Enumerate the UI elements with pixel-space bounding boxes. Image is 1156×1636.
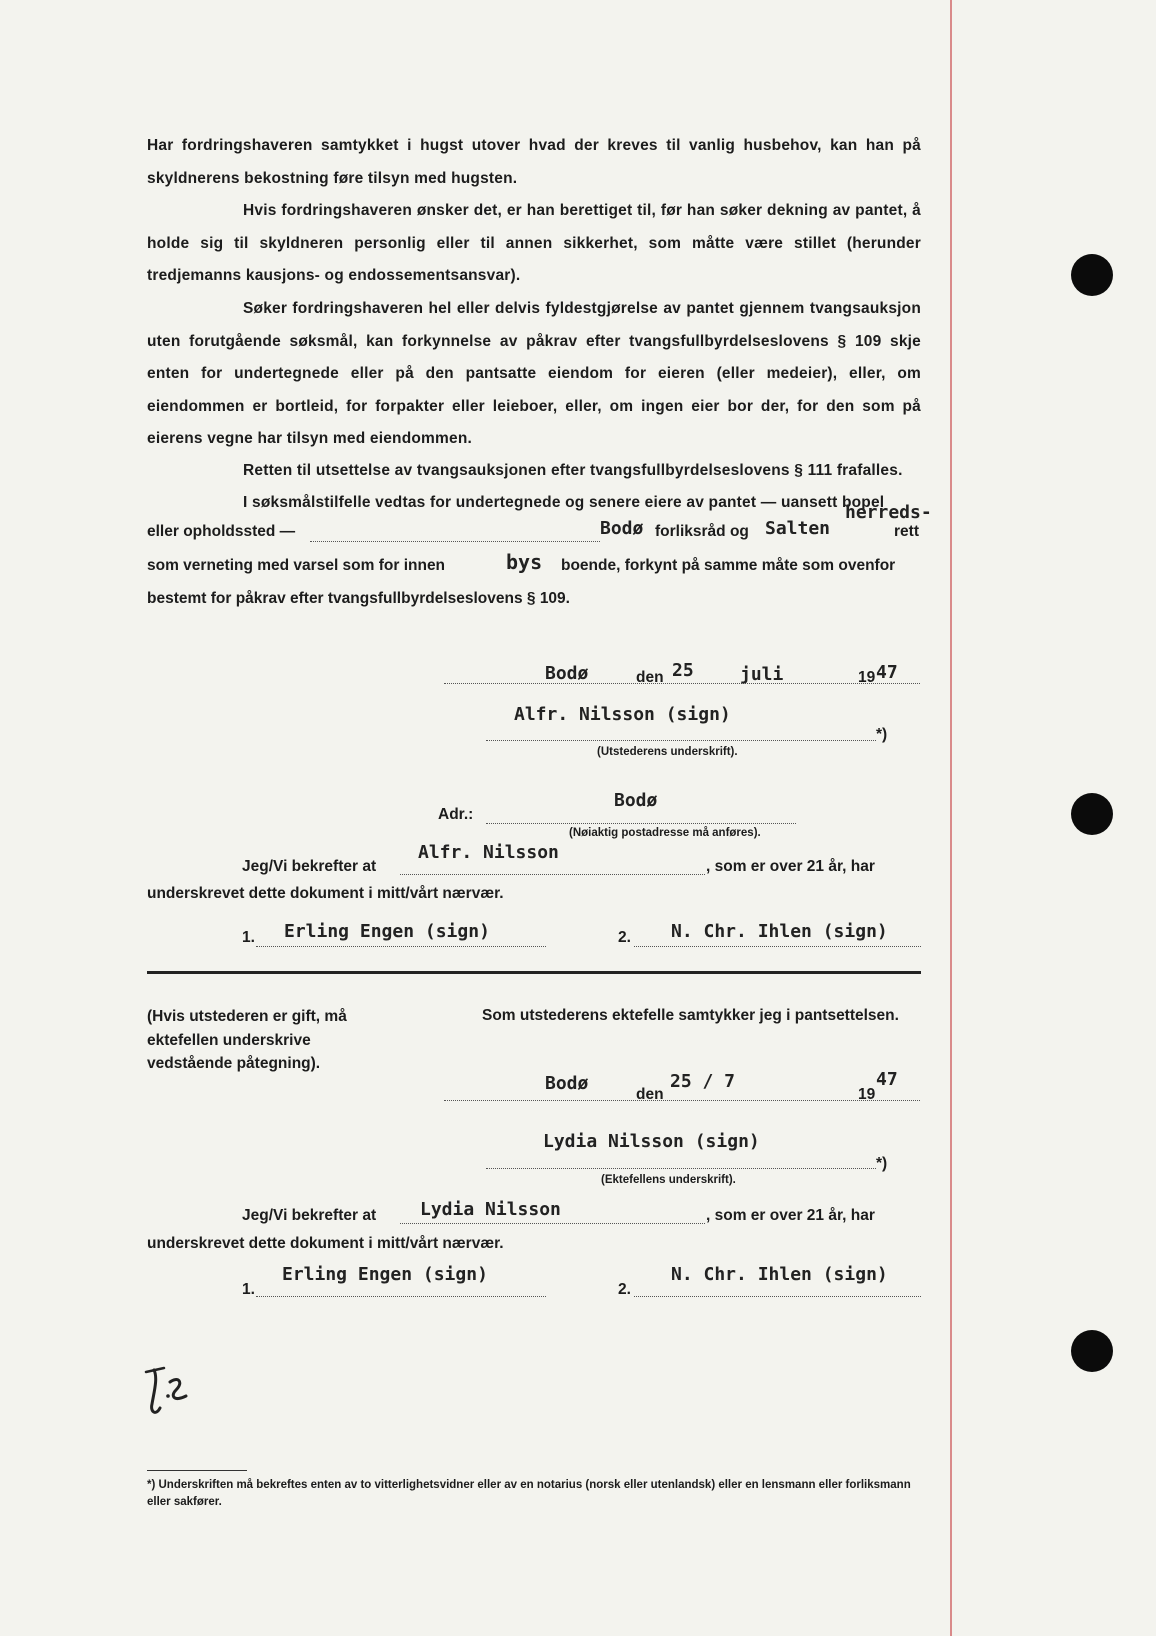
punch-hole — [1071, 793, 1113, 835]
issuer-confirm-line2: underskrevet dette dokument i mitt/vårt nærvær. — [147, 885, 504, 902]
spouse-den-label: den — [636, 1086, 664, 1103]
issuer-signature-line — [486, 740, 876, 741]
spouse-signature-caption: (Ektefellens underskrift). — [601, 1174, 736, 1186]
spouse-confirm-name: Lydia Nilsson — [420, 1199, 561, 1220]
issuer-den-label: den — [636, 669, 664, 686]
issuer-witness1: Erling Engen (sign) — [284, 921, 490, 942]
issuer-confirm-start: Jeg/Vi bekrefter at — [242, 858, 377, 875]
verneting-line-start: som verneting med varsel som for innen — [147, 557, 446, 574]
paragraph-utsettelse: Retten til utsettelse av tvangsauksjonen efter tvangsfullbyrdelseslovens § 111 frafalles. — [243, 462, 903, 479]
spouse-signature-mark: *) — [876, 1155, 888, 1172]
issuer-witness2-line — [634, 946, 921, 947]
paragraph-tvangsauksjon: Søker fordringshaveren hel eller delvis fyldestgjørelse av pantet gjennem tvangsauksjon uten forutgående søksmål, kan forkynnelse av påkrav efter tvangsfullbyrdelseslovens § 109 skje enten for undertegnede eller på den pantsatte eiendom for eieren (eller medeier), eller, om eiendommen er bortleid, for forpakter eller leieboer, eller, om ingen eier bor der, for den som på eierens vegne har tilsyn med eiendommen. — [147, 300, 921, 448]
issuer-confirm-line — [400, 874, 705, 875]
spouse-note: (Hvis utstederen er gift, må ektefellen underskrive vedstående påtegning). — [147, 1008, 347, 1072]
spouse-confirm-end: , som er over 21 år, har — [706, 1207, 875, 1224]
paragraph-verneting: I søksmålstilfelle vedtas for undertegnede og senere eiere av pantet — uansett bopel — [243, 494, 885, 511]
issuer-signature-caption: (Utstederens underskrift). — [597, 746, 738, 758]
issuer-signature: Alfr. Nilsson (sign) — [514, 704, 731, 725]
spouse-year-suffix: 47 — [876, 1069, 898, 1090]
paragraph-dekning: Hvis fordringshaveren ønsker det, er han berettiget til, før han søker dekning av pantet, å holde sig til skyldneren personlig eller til annen sikkerhet, som måtte være stillet (herunder tredjemanns kausjons- og endossementsansvar). — [147, 202, 921, 285]
spouse-witness1: Erling Engen (sign) — [282, 1264, 488, 1285]
section-divider — [147, 971, 921, 974]
spouse-confirm-line2: underskrevet dette dokument i mitt/vårt nærvær. — [147, 1235, 504, 1252]
spouse-witness1-line — [256, 1296, 546, 1297]
verneting-line-end: boende, forkynt på samme måte som ovenfor — [561, 557, 896, 574]
venue-line-start: eller opholdssted — — [147, 523, 296, 540]
address-label: Adr.: — [438, 806, 474, 823]
issuer-year-suffix: 47 — [876, 662, 898, 683]
issuer-witness2: N. Chr. Ihlen (sign) — [671, 921, 888, 942]
issuer-confirm-end: , som er over 21 år, har — [706, 858, 875, 875]
venue-herreds: herreds- — [845, 502, 932, 523]
spouse-confirm-start: Jeg/Vi bekrefter at — [242, 1207, 377, 1224]
spouse-witness1-num: 1. — [242, 1281, 255, 1298]
spouse-year-prefix: 19 — [858, 1086, 876, 1103]
punch-hole — [1071, 254, 1113, 296]
initials-scrawl — [140, 1360, 200, 1420]
issuer-witness1-line — [256, 946, 546, 947]
spouse-witness2: N. Chr. Ihlen (sign) — [671, 1264, 888, 1285]
issuer-year-prefix: 19 — [858, 669, 876, 686]
punch-hole — [1071, 1330, 1113, 1372]
spouse-date-line — [444, 1100, 920, 1101]
verneting-last-line: bestemt for påkrav efter tvangsfullbyrdelseslovens § 109. — [147, 590, 570, 607]
issuer-witness1-num: 1. — [242, 929, 255, 946]
issuer-confirm-name: Alfr. Nilsson — [418, 842, 559, 863]
spouse-signature-line — [486, 1168, 876, 1169]
spouse-date: 25 / 7 — [670, 1071, 736, 1092]
spouse-witness2-num: 2. — [618, 1281, 631, 1298]
address-value: Bodø — [614, 790, 658, 811]
address-line — [486, 823, 796, 824]
address-caption: (Nøiaktig postadresse må anføres). — [569, 827, 761, 839]
venue-line-end: rett — [894, 523, 919, 540]
issuer-witness2-num: 2. — [618, 929, 631, 946]
venue-district: Salten — [765, 518, 831, 539]
footnote: *) Underskriften må bekreftes enten av to vitterlighetsvidner eller av en notarius (norsk eller utenlandsk) eller en lensmann eller forliksmann eller sakfører. — [147, 1479, 911, 1508]
paragraph-hugst: Har fordringshaveren samtykket i hugst utover hvad der kreves til vanlig husbehov, kan han på skyldnerens bekostning føre tilsyn med hugsten. — [147, 137, 921, 187]
issuer-date-line — [444, 683, 920, 684]
margin-line — [950, 0, 952, 1636]
venue-line-mid: forliksråd og — [655, 523, 749, 540]
spouse-confirm-line — [400, 1223, 705, 1224]
venue-dotted-line — [310, 541, 600, 542]
venue-city: Bodø — [600, 518, 644, 539]
by-word: bys — [506, 550, 543, 574]
issuer-place: Bodø — [545, 663, 589, 684]
spouse-signature: Lydia Nilsson (sign) — [543, 1131, 760, 1152]
footnote-rule — [147, 1470, 247, 1471]
spouse-place: Bodø — [545, 1073, 589, 1094]
issuer-day: 25 — [672, 660, 694, 681]
spouse-consent: Som utstederens ektefelle samtykker jeg i pantsettelsen. — [482, 1007, 899, 1024]
spouse-witness2-line — [634, 1296, 921, 1297]
issuer-month: juli — [740, 664, 784, 685]
issuer-signature-mark: *) — [876, 726, 888, 743]
